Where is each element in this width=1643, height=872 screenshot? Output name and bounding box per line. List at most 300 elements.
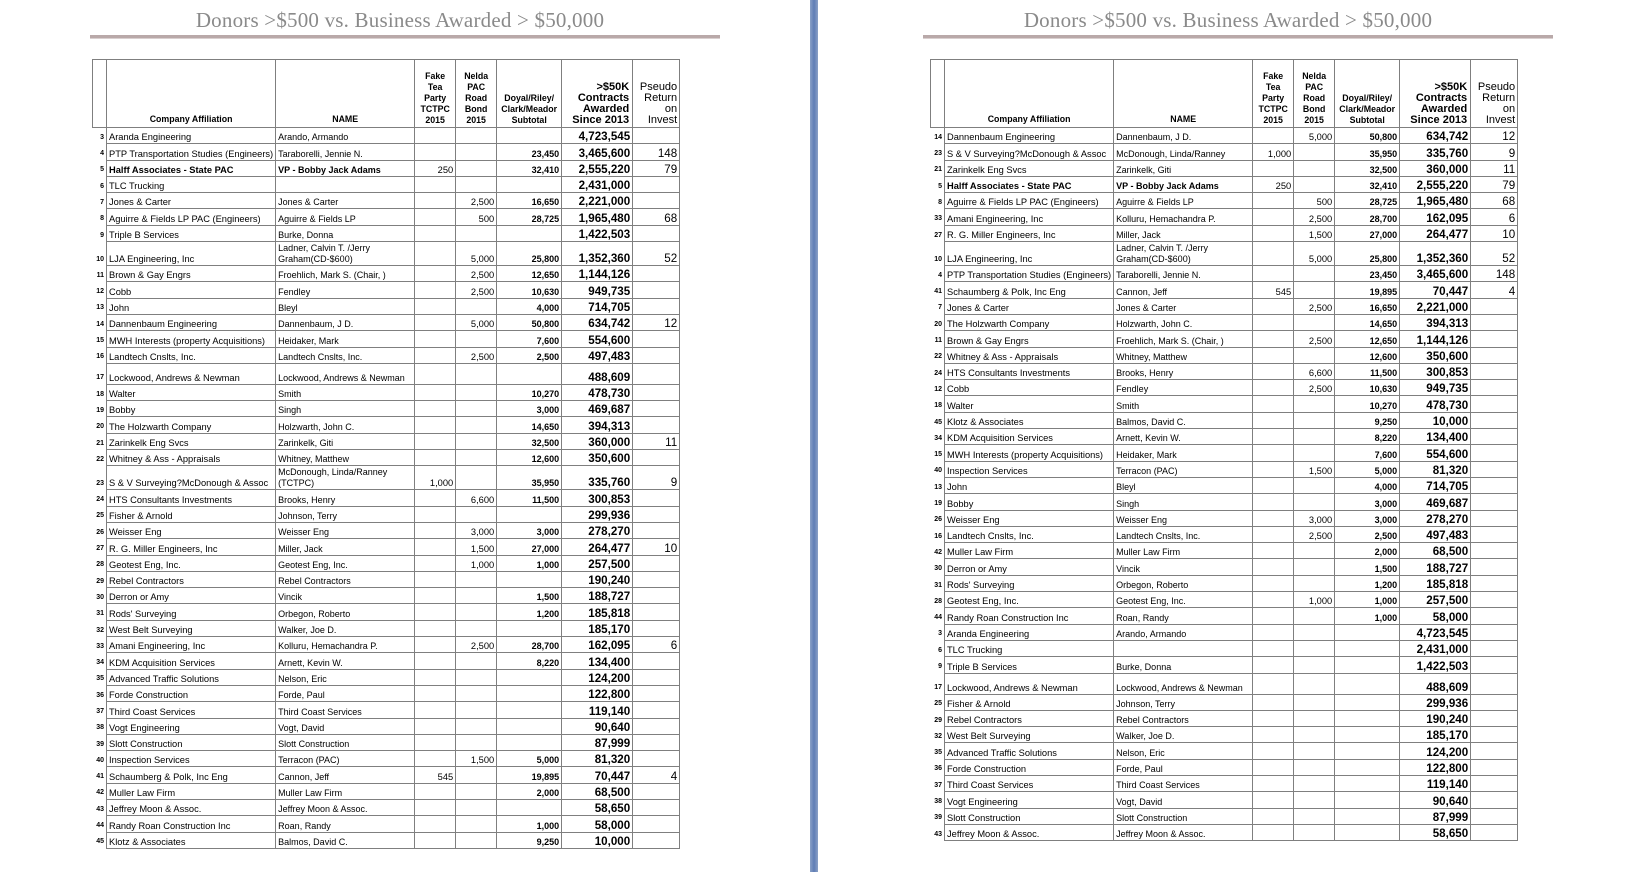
table-row (93, 767, 680, 783)
fake-tea-cell (1253, 477, 1294, 493)
subtotal-cell: 1,200 (497, 604, 562, 620)
row-number: 33 (934, 215, 942, 223)
row-number: 17 (96, 374, 104, 382)
name-cell: Burke, Donna (1114, 657, 1253, 673)
fake-tea-cell (1253, 743, 1294, 759)
nelda-cell: 5,000 (456, 314, 497, 330)
pseudo-return-cell (633, 417, 680, 433)
table-row (93, 417, 680, 433)
row-number: 25 (96, 512, 104, 520)
name-cell: Geotest Eng, Inc. (276, 555, 415, 571)
pseudo-return-cell: 52 (1471, 242, 1518, 266)
name-cell: Vogt, David (276, 718, 415, 734)
name-cell: Terracon (PAC) (1114, 461, 1253, 477)
company-cell: The Holzwarth Company (945, 314, 1114, 330)
subtotal-cell (497, 669, 562, 685)
contracts-awarded-cell: 300,853 (1400, 363, 1471, 379)
name-cell: Arando, Armando (276, 128, 415, 144)
company-cell: Aranda Engineering (107, 128, 276, 144)
subtotal-cell: 1,000 (1335, 608, 1400, 624)
name-cell: Jeffrey Moon & Assoc. (1114, 824, 1253, 840)
row-number: 3 (938, 630, 942, 638)
contracts-awarded-cell: 264,477 (562, 539, 633, 555)
name-cell: Vincik (276, 588, 415, 604)
contracts-awarded-cell: 949,735 (562, 282, 633, 298)
subtotal-cell: 28,725 (1335, 193, 1400, 209)
company-cell: MWH Interests (property Acquisitions) (107, 331, 276, 347)
pseudo-return-cell (633, 384, 680, 400)
subtotal-cell: 23,450 (1335, 266, 1400, 282)
name-cell: Weisser Eng (276, 522, 415, 538)
name-cell: Smith (276, 384, 415, 400)
contracts-awarded-cell: 949,735 (1400, 380, 1471, 396)
nelda-cell (1294, 759, 1335, 775)
company-cell: Brown & Gay Engrs (945, 331, 1114, 347)
contracts-awarded-cell: 350,600 (562, 450, 633, 466)
pseudo-return-cell (1471, 477, 1518, 493)
pseudo-return-cell (633, 751, 680, 767)
table-row (931, 592, 1518, 608)
nelda-cell (1294, 727, 1335, 743)
pseudo-return-cell: 9 (633, 466, 680, 490)
name-cell: Terracon (PAC) (276, 751, 415, 767)
table-row (93, 128, 680, 144)
pseudo-return-cell: 68 (633, 209, 680, 225)
table-row (931, 461, 1518, 477)
table-row (931, 176, 1518, 192)
subtotal-cell: 23,450 (497, 144, 562, 160)
pseudo-return-cell (633, 702, 680, 718)
fake-tea-cell (1253, 759, 1294, 775)
fake-tea-cell (1253, 314, 1294, 330)
table-row (93, 637, 680, 653)
row-number: 11 (934, 337, 942, 345)
fake-tea-cell (1253, 193, 1294, 209)
pseudo-return-cell (633, 669, 680, 685)
pseudo-return-cell (633, 555, 680, 571)
nelda-cell (456, 506, 497, 522)
name-cell: Bleyl (1114, 477, 1253, 493)
contracts-awarded-cell: 488,609 (1400, 673, 1471, 694)
row-number: 37 (96, 708, 104, 715)
company-cell: Cobb (945, 380, 1114, 396)
pseudo-return-cell (1471, 363, 1518, 379)
subtotal-cell: 5,000 (1335, 461, 1400, 477)
company-cell: Whitney & Ass - Appraisals (107, 450, 276, 466)
table-row (931, 694, 1518, 710)
pseudo-return-cell (633, 282, 680, 298)
fake-tea-cell (1253, 543, 1294, 559)
company-cell: Dannenbaum Engineering (107, 314, 276, 330)
row-number: 10 (934, 255, 942, 263)
contracts-awarded-cell: 2,555,220 (562, 160, 633, 176)
nelda-cell (1294, 792, 1335, 808)
nelda-cell: 6,600 (1294, 363, 1335, 379)
fake-tea-cell (415, 637, 456, 653)
contracts-awarded-cell: 68,500 (1400, 543, 1471, 559)
company-cell: Rebel Contractors (945, 710, 1114, 726)
row-number: 21 (934, 166, 942, 174)
subtotal-cell (1335, 727, 1400, 743)
table-row (93, 298, 680, 314)
nelda-cell (456, 685, 497, 701)
fake-tea-cell (415, 506, 456, 522)
contracts-header: >$50K Contracts Awarded Since 2013 (1400, 60, 1471, 128)
name-header: NAME (276, 60, 415, 128)
subtotal-cell (1335, 743, 1400, 759)
contracts-awarded-cell: 134,400 (562, 653, 633, 669)
nelda-cell (1294, 559, 1335, 575)
subtotal-cell: 10,630 (497, 282, 562, 298)
table-row (93, 176, 680, 192)
table-row (931, 445, 1518, 461)
nelda-cell (1294, 608, 1335, 624)
row-number: 24 (934, 369, 942, 377)
name-cell: Balmos, David C. (1114, 412, 1253, 428)
contracts-awarded-cell: 634,742 (562, 314, 633, 330)
name-cell: Fendley (1114, 380, 1253, 396)
subtotal-cell: 35,950 (1335, 144, 1400, 160)
row-number: 5 (100, 166, 104, 174)
contracts-awarded-cell: 81,320 (562, 751, 633, 767)
pseudo-return-cell (1471, 743, 1518, 759)
fake-tea-cell (415, 653, 456, 669)
table-row (93, 685, 680, 701)
contracts-awarded-cell: 488,609 (562, 363, 633, 384)
company-cell: TLC Trucking (945, 640, 1114, 656)
nelda-cell (1294, 314, 1335, 330)
name-cell: Johnson, Terry (1114, 694, 1253, 710)
table-row (93, 314, 680, 330)
subtotal-cell: 32,500 (497, 433, 562, 449)
nelda-cell (456, 160, 497, 176)
table-row (931, 710, 1518, 726)
company-cell: Klotz & Associates (945, 412, 1114, 428)
nelda-cell (1294, 176, 1335, 192)
fake-tea-cell (415, 384, 456, 400)
company-cell: Weisser Eng (107, 522, 276, 538)
contracts-awarded-cell: 4,723,545 (562, 128, 633, 144)
row-number: 38 (934, 798, 942, 806)
fake-tea-cell (1253, 608, 1294, 624)
row-number: 34 (934, 434, 942, 442)
name-cell: Brooks, Henry (1114, 363, 1253, 379)
subtotal-cell: 3,000 (1335, 510, 1400, 526)
company-cell: Jeffrey Moon & Assoc. (107, 799, 276, 815)
pseudo-return-cell (1471, 445, 1518, 461)
fake-tea-cell (415, 571, 456, 587)
fake-tea-cell (415, 363, 456, 384)
nelda-cell (1294, 657, 1335, 673)
row-number: 22 (934, 353, 942, 361)
subtotal-cell (1335, 775, 1400, 791)
company-cell: Jeffrey Moon & Assoc. (945, 824, 1114, 840)
table-row (93, 433, 680, 449)
nelda-cell (1294, 347, 1335, 363)
fake-tea-cell (1253, 429, 1294, 445)
company-cell: Rods' Surveying (945, 575, 1114, 591)
nelda-cell (456, 816, 497, 832)
table-row (93, 702, 680, 718)
name-cell: Balmos, David C. (276, 832, 415, 848)
contracts-awarded-cell: 185,818 (562, 604, 633, 620)
nelda-cell (1294, 160, 1335, 176)
name-cell: Ladner, Calvin T. /Jerry Graham(CD-$600) (1114, 242, 1253, 266)
nelda-cell (456, 571, 497, 587)
company-cell: Walter (107, 384, 276, 400)
contracts-awarded-cell: 299,936 (1400, 694, 1471, 710)
contracts-awarded-cell: 394,313 (1400, 314, 1471, 330)
nelda-cell (456, 225, 497, 241)
contracts-awarded-cell: 124,200 (1400, 743, 1471, 759)
table-row (931, 193, 1518, 209)
name-cell: Landtech Cnslts, Inc. (276, 347, 415, 363)
name-cell: Lockwood, Andrews & Newman (276, 363, 415, 384)
fake-tea-cell (415, 702, 456, 718)
contracts-awarded-cell: 122,800 (1400, 759, 1471, 775)
contracts-awarded-cell: 188,727 (1400, 559, 1471, 575)
name-cell: Burke, Donna (276, 225, 415, 241)
table-row (93, 347, 680, 363)
contracts-awarded-cell: 124,200 (562, 669, 633, 685)
contracts-awarded-cell: 278,270 (1400, 510, 1471, 526)
fake-tea-cell (1253, 775, 1294, 791)
company-cell: Walter (945, 396, 1114, 412)
company-cell: Amani Engineering, Inc (945, 209, 1114, 225)
contracts-awarded-cell: 478,730 (562, 384, 633, 400)
subtotal-cell: 8,220 (1335, 429, 1400, 445)
row-number: 37 (934, 781, 942, 789)
nelda-cell (456, 450, 497, 466)
nelda-cell: 2,500 (1294, 526, 1335, 542)
row-number: 30 (96, 593, 104, 601)
row-number: 35 (96, 675, 104, 683)
company-cell: Forde Construction (107, 685, 276, 701)
subtotal-cell: 3,000 (497, 522, 562, 538)
subtotal-cell: 9,250 (1335, 412, 1400, 428)
row-number: 18 (934, 402, 942, 410)
contracts-awarded-cell: 70,447 (562, 767, 633, 783)
table-row (931, 363, 1518, 379)
contracts-awarded-cell: 2,221,000 (562, 193, 633, 209)
contracts-awarded-cell: 134,400 (1400, 429, 1471, 445)
fake-tea-cell (415, 347, 456, 363)
pseudo-return-cell: 79 (1471, 176, 1518, 192)
table-row (931, 559, 1518, 575)
pseudo-return-cell (633, 604, 680, 620)
name-cell: Johnson, Terry (276, 506, 415, 522)
pseudo-return-cell (1471, 559, 1518, 575)
pseudo-return-cell: 6 (1471, 209, 1518, 225)
name-cell: Aguirre & Fields LP (276, 209, 415, 225)
company-cell: Weisser Eng (945, 510, 1114, 526)
pseudo-return-cell: 68 (1471, 193, 1518, 209)
pseudo-return-cell: 148 (633, 144, 680, 160)
fake-tea-cell (1253, 575, 1294, 591)
table-row (93, 282, 680, 298)
pseudo-return-cell (633, 522, 680, 538)
page-divider (810, 0, 818, 872)
nelda-cell (456, 298, 497, 314)
name-cell: Whitney, Matthew (1114, 347, 1253, 363)
pseudo-return-cell (1471, 298, 1518, 314)
name-cell: Vogt, David (1114, 792, 1253, 808)
name-cell: Dannenbaum, J D. (276, 314, 415, 330)
name-cell (276, 176, 415, 192)
fake-tea-cell: 545 (415, 767, 456, 783)
company-cell: John (107, 298, 276, 314)
fake-tea-cell (415, 209, 456, 225)
company-cell: Rods' Surveying (107, 604, 276, 620)
table-row (931, 808, 1518, 824)
fake-tea-cell (1253, 363, 1294, 379)
name-cell (1114, 640, 1253, 656)
row-number: 9 (938, 663, 942, 670)
subtotal-cell: 12,650 (1335, 331, 1400, 347)
row-number: 32 (934, 732, 942, 740)
fake-tea-cell (415, 718, 456, 734)
pseudo-return-cell (633, 832, 680, 848)
subtotal-cell: 3,000 (1335, 494, 1400, 510)
name-cell: Muller Law Firm (276, 783, 415, 799)
row-number: 30 (934, 565, 942, 573)
contracts-awarded-cell: 119,140 (562, 702, 633, 718)
contracts-awarded-cell: 4,723,545 (1400, 624, 1471, 640)
table-row (93, 506, 680, 522)
pseudo-return-cell (1471, 396, 1518, 412)
nelda-cell: 6,600 (456, 490, 497, 506)
contracts-awarded-cell: 190,240 (1400, 710, 1471, 726)
fake-tea-cell (415, 225, 456, 241)
subtotal-cell: 32,410 (1335, 176, 1400, 192)
nelda-cell (1294, 266, 1335, 282)
contracts-awarded-cell: 90,640 (562, 718, 633, 734)
company-cell: Klotz & Associates (107, 832, 276, 848)
subtotal-cell (1335, 694, 1400, 710)
subtotal-cell: 1,500 (497, 588, 562, 604)
table-row (931, 608, 1518, 624)
pseudo-return-cell (1471, 494, 1518, 510)
subtotal-cell: 14,650 (1335, 314, 1400, 330)
table-row (931, 759, 1518, 775)
row-number-header (93, 60, 107, 128)
contracts-awarded-cell: 3,465,600 (1400, 266, 1471, 282)
row-number: 15 (934, 451, 942, 459)
pseudo-return-cell (1471, 673, 1518, 694)
pseudo-return-cell (633, 193, 680, 209)
nelda-cell (456, 417, 497, 433)
subtotal-cell (497, 734, 562, 750)
nelda-cell: 3,000 (1294, 510, 1335, 526)
fake-tea-cell (1253, 494, 1294, 510)
name-cell: Kolluru, Hemachandra P. (276, 637, 415, 653)
nelda-cell: 2,500 (456, 637, 497, 653)
table-row (93, 160, 680, 176)
fake-tea-cell (1253, 510, 1294, 526)
pseudo-return-cell (633, 266, 680, 282)
contracts-awarded-cell: 278,270 (562, 522, 633, 538)
row-number: 34 (96, 659, 104, 667)
subtotal-cell (1335, 792, 1400, 808)
subtotal-cell (497, 799, 562, 815)
row-number: 45 (96, 838, 104, 846)
contracts-awarded-cell: 1,965,480 (1400, 193, 1471, 209)
pseudo-return-cell (1471, 710, 1518, 726)
nelda-cell (456, 799, 497, 815)
pseudo-return-cell (1471, 775, 1518, 791)
contracts-awarded-cell: 497,483 (562, 347, 633, 363)
company-cell: Bobby (945, 494, 1114, 510)
contracts-awarded-cell: 2,431,000 (562, 176, 633, 192)
nelda-cell (1294, 412, 1335, 428)
contracts-awarded-cell: 714,705 (562, 298, 633, 314)
company-cell: Zarinkelk Eng Svcs (945, 160, 1114, 176)
company-cell: Aguirre & Fields LP PAC (Engineers) (107, 209, 276, 225)
company-cell: Vogt Engineering (945, 792, 1114, 808)
header-row (931, 60, 1518, 128)
name-header: NAME (1114, 60, 1253, 128)
fake-tea-cell (1253, 209, 1294, 225)
company-cell: Muller Law Firm (107, 783, 276, 799)
pseudo-return-cell (1471, 759, 1518, 775)
name-cell: Zarinkelk, Giti (1114, 160, 1253, 176)
row-number: 13 (96, 304, 104, 312)
table-row (93, 620, 680, 636)
nelda-cell (1294, 640, 1335, 656)
pseudo-return-cell (1471, 657, 1518, 673)
nelda-cell (456, 384, 497, 400)
company-cell: Geotest Eng, Inc. (107, 555, 276, 571)
pseudo-return-cell (1471, 727, 1518, 743)
row-number: 33 (96, 642, 104, 650)
contracts-awarded-cell: 335,760 (1400, 144, 1471, 160)
table-row (931, 314, 1518, 330)
company-cell: LJA Engineering, Inc (945, 242, 1114, 266)
pseudo-return-cell (633, 571, 680, 587)
subtotal-cell: 16,650 (497, 193, 562, 209)
company-cell: Derron or Amy (945, 559, 1114, 575)
subtotal-cell: 12,650 (497, 266, 562, 282)
company-cell: Forde Construction (945, 759, 1114, 775)
nelda-cell (456, 401, 497, 417)
company-cell: Randy Roan Construction Inc (107, 816, 276, 832)
nelda-cell: 2,500 (1294, 380, 1335, 396)
table-row (931, 494, 1518, 510)
fake-tea-cell (415, 604, 456, 620)
fake-tea-cell: 250 (415, 160, 456, 176)
contracts-awarded-cell: 190,240 (562, 571, 633, 587)
pseudo-return-cell (1471, 380, 1518, 396)
subtotal-cell (497, 225, 562, 241)
subtotal-cell (497, 620, 562, 636)
pseudo-return-cell (1471, 543, 1518, 559)
subtotal-cell: 35,950 (497, 466, 562, 490)
table-row (931, 128, 1518, 144)
name-cell: Arnett, Kevin W. (1114, 429, 1253, 445)
nelda-cell (1294, 673, 1335, 694)
row-number: 4 (100, 150, 104, 158)
name-cell: Nelson, Eric (1114, 743, 1253, 759)
table-row (93, 718, 680, 734)
contracts-awarded-cell: 335,760 (562, 466, 633, 490)
table-row (931, 347, 1518, 363)
contracts-awarded-cell: 394,313 (562, 417, 633, 433)
table-row (931, 242, 1518, 266)
subtotal-cell (1335, 710, 1400, 726)
fake-tea-cell (1253, 808, 1294, 824)
table-row (931, 266, 1518, 282)
fake-tea-cell (1253, 266, 1294, 282)
